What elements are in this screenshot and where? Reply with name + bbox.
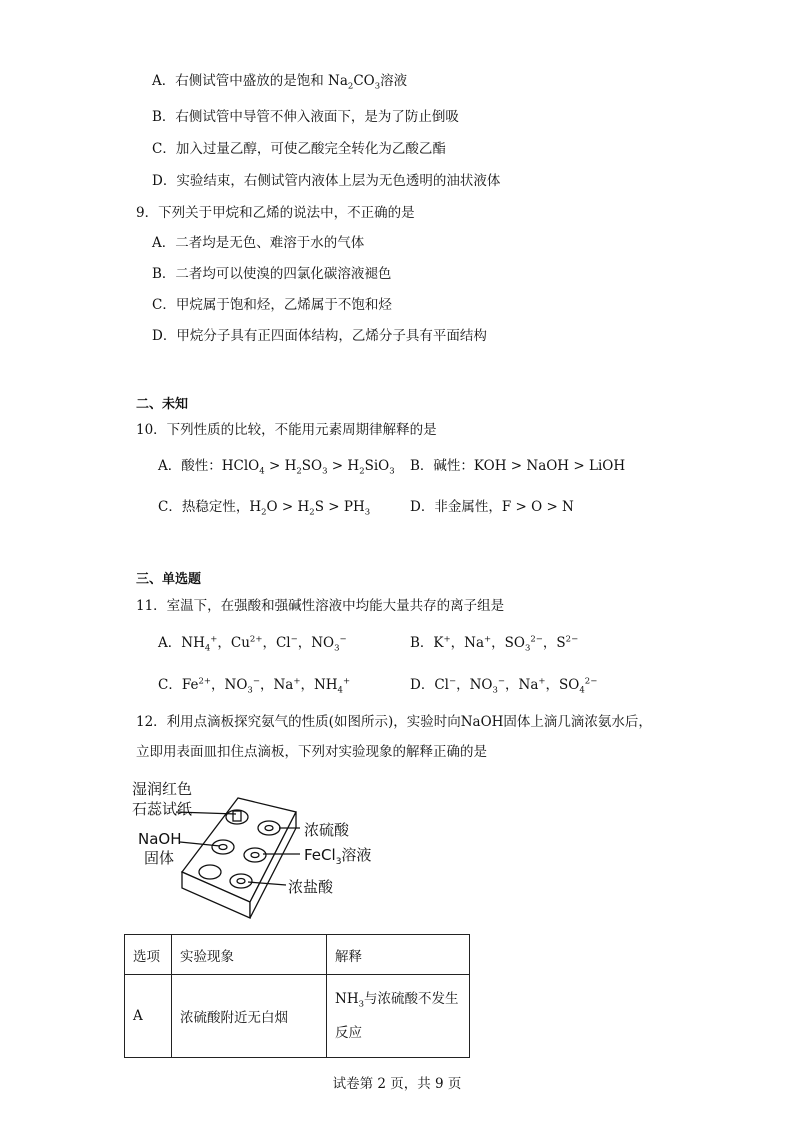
label-hcl: 浓盐酸: [288, 878, 334, 896]
label-fecl3: FeCl$_3$溶液: [304, 846, 372, 867]
table-cell-explanation: $NH_3$与浓硫酸不发生 反应: [327, 975, 470, 1058]
q11-option-b: B．K+，Na+，$SO_3^{2-}$，$S^{2-}$: [410, 634, 579, 654]
table-header: 选项: [125, 935, 172, 975]
q11-option-d: D．Cl−，$NO_3^-$，Na+，$SO_4^{2-}$: [410, 676, 598, 696]
table-header: 解释: [327, 935, 470, 975]
q8-option-d: D．实验结束，右侧试管内液体上层为无色透明的油状液体: [152, 173, 501, 189]
q9-stem: 9．下列关于甲烷和乙烯的说法中，不正确的是: [136, 205, 415, 221]
page-footer: 试卷第 2 页，共 9 页: [332, 1076, 462, 1092]
q11-option-c: C．$Fe^{2+}$，$NO_3^-$，Na+，$NH_4^+$: [158, 676, 351, 696]
label-sulfuric: 浓硫酸: [304, 821, 350, 839]
q8-option-a: A．右侧试管中盛放的是饱和 $Na_2CO_3$溶液: [152, 73, 408, 92]
q9-option-c: C．甲烷属于饱和烃，乙烯属于不饱和烃: [152, 297, 392, 313]
q10-option-b: B．碱性：KOH > NaOH > LiOH: [410, 458, 626, 474]
q10-option-a: A．酸性：HClO$_4$ > $H_2SO_3 > H_2SiO_3$: [158, 458, 395, 477]
q10-option-d: D．非金属性，F > O > N: [410, 499, 574, 515]
q9-option-a: A．二者均是无色、难溶于水的气体: [152, 235, 365, 251]
spot-plate-figure: [130, 772, 410, 922]
q8-option-c: C．加入过量乙醇，可使乙酸完全转化为乙酸乙酯: [152, 141, 446, 157]
label-naoh-1: NaOH: [138, 830, 182, 848]
q10-stem: 10．下列性质的比较，不能用元素周期律解释的是: [136, 422, 437, 438]
label-litmus-1: 湿润红色: [132, 780, 193, 798]
q11-stem: 11．室温下，在强酸和强碱性溶液中均能大量共存的离子组是: [136, 598, 505, 614]
q10-option-c: C．热稳定性，$H_2O > H_2S > PH_3$: [158, 499, 371, 518]
table-header-row: [125, 935, 470, 975]
table-cell-phenomenon: 浓硫酸附近无白烟: [172, 975, 327, 1058]
table-cell-option: A: [125, 975, 172, 1058]
section-2-heading: 二、未知: [136, 397, 189, 412]
section-3-heading: 三、单选题: [136, 572, 202, 587]
q12-table: [124, 934, 470, 1058]
label-litmus-2: 石蕊试纸: [132, 800, 193, 818]
label-naoh-2: 固体: [144, 849, 175, 867]
table-header: 实验现象: [172, 935, 327, 975]
q12-stem-line1: 12．利用点滴板探究氨气的性质(如图所示)，实验时向NaOH固体上滴几滴浓氨水后，: [136, 714, 652, 730]
litmus-paper-icon: [233, 811, 241, 821]
q8-option-b: B．右侧试管中导管不伸入液面下，是为了防止倒吸: [152, 109, 459, 125]
q9-option-d: D．甲烷分子具有正四面体结构，乙烯分子具有平面结构: [152, 328, 487, 344]
q9-option-b: B．二者均可以使溴的四氯化碳溶液褪色: [152, 266, 392, 282]
q11-option-a: A．$NH_4^+$，$Cu^{2+}$，Cl−，$NO_3^-$: [158, 634, 347, 654]
q12-stem-line2: 立即用表面皿扣住点滴板，下列对实验现象的解释正确的是: [136, 744, 487, 760]
table-row: [125, 975, 470, 1058]
